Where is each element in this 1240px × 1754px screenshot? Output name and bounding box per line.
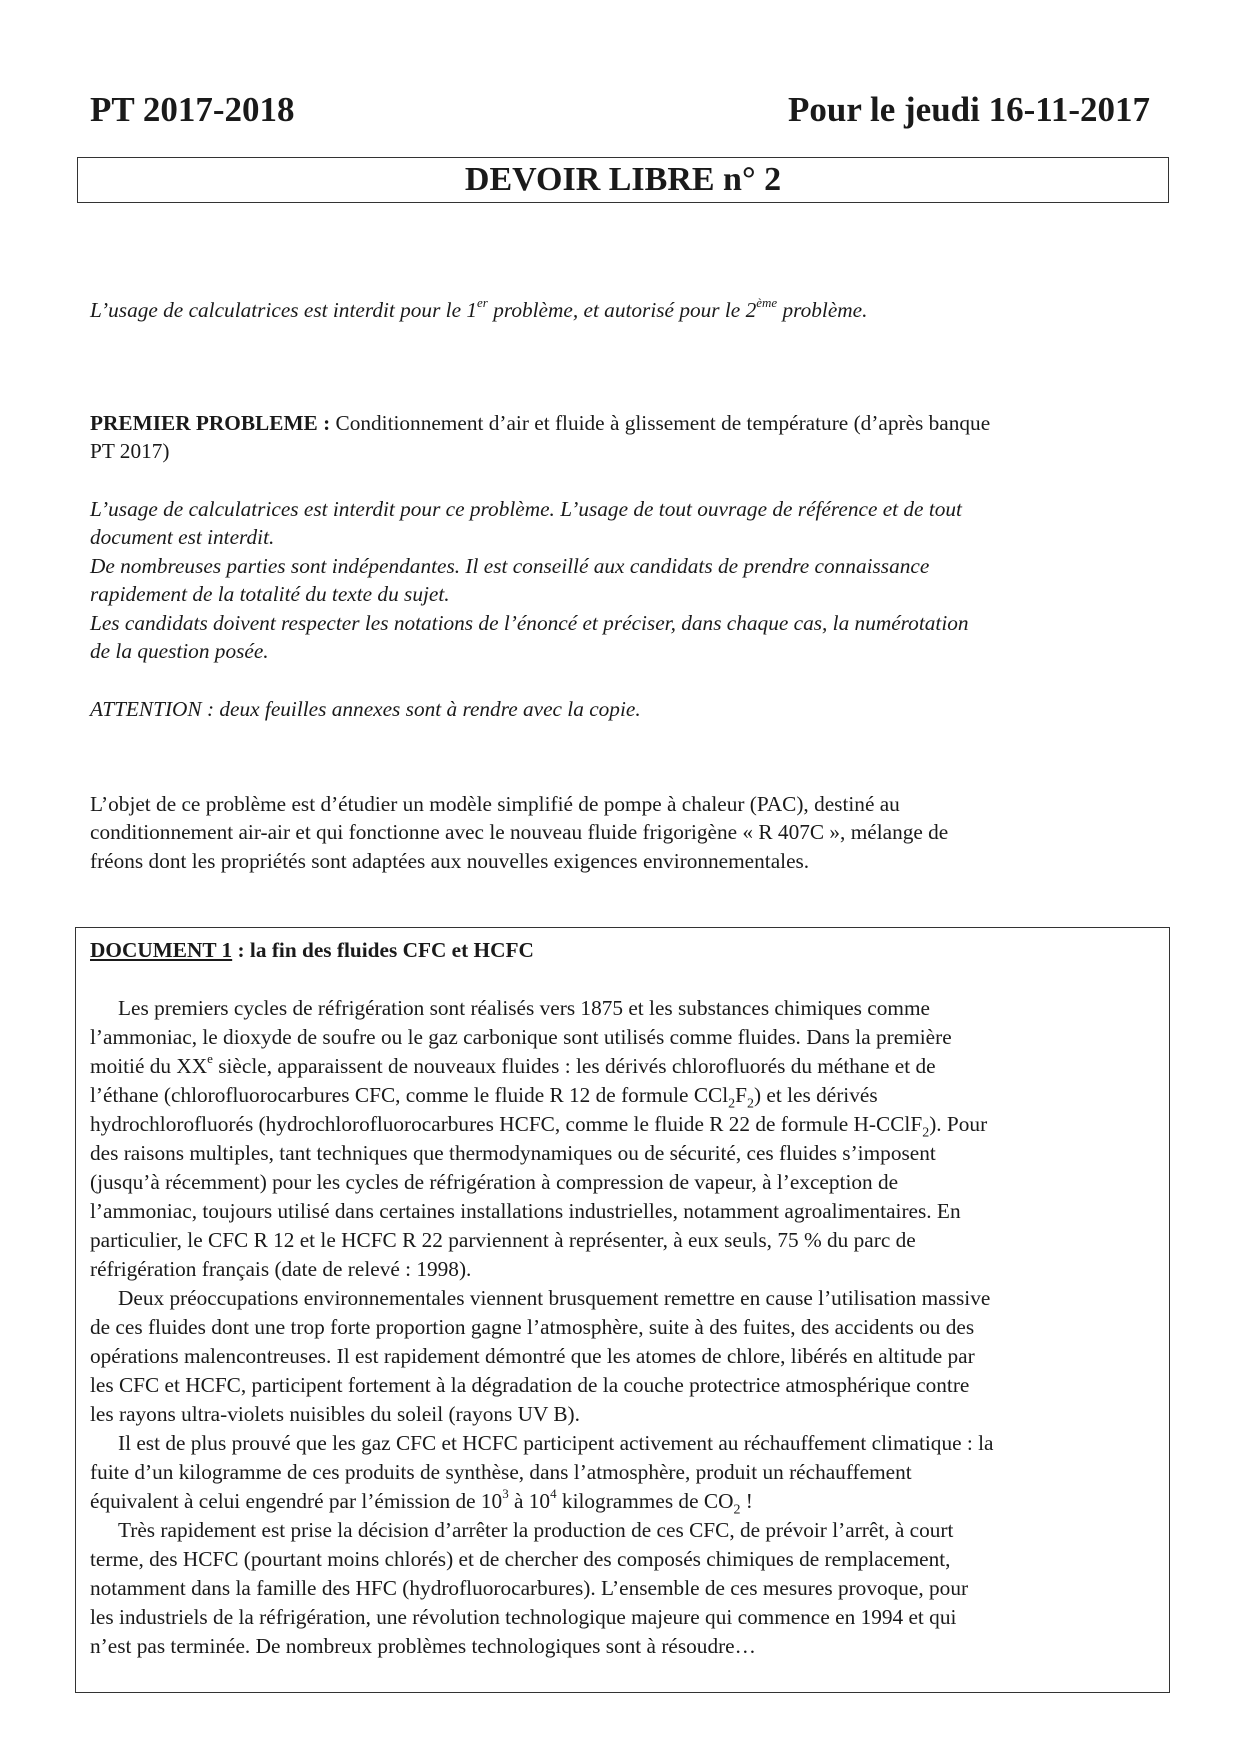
doc-line: réfrigération français (date de relevé : 1998). [90, 1257, 472, 1281]
calculator-note: L’usage de calculatrices est interdit pour le 1er problème, et autorisé pour le 2ème problème. [90, 294, 868, 322]
instruction-line: Les candidats doivent respecter les notations de l’énoncé et préciser, dans chaque cas, la numérotation [90, 611, 969, 635]
doc-line: (jusqu’à récemment) pour les cycles de réfrigération à compression de vapeur, à l’exception de [90, 1170, 899, 1194]
instruction-line: L’usage de calculatrices est interdit pour ce problème. L’usage de tout ouvrage de référence et de tout [90, 497, 962, 521]
header-row [90, 90, 1150, 130]
instruction-line: rapidement de la totalité du texte du sujet. [90, 582, 450, 606]
page-title: DEVOIR LIBRE n° 2 [77, 157, 1169, 203]
doc-line: l’éthane (chlorofluorocarbures CFC, comme le fluide R 12 de formule $CCl_2F_2$) et les dérivés [90, 1083, 878, 1112]
doc-line: notamment dans la famille des HFC (hydrofluorocarbures). L’ensemble de ces mesures provoque, pour [90, 1576, 969, 1600]
due-date: Pour le jeudi 16-11-2017 [788, 90, 1150, 129]
doc-line: fuite d’un kilogramme de ces produits de synthèse, dans l’atmosphère, produit un réchauffement [90, 1460, 912, 1484]
doc-line: moitié du XXe siècle, apparaissent de nouveaux fluides : les dérivés chlorofluorés du méthane et de [90, 1050, 936, 1078]
doc-line: les rayons ultra-violets nuisibles du soleil (rayons UV B). [90, 1402, 580, 1426]
document-1-title: DOCUMENT 1 : la fin des fluides CFC et HCFC [90, 938, 534, 962]
doc-line: les CFC et HCFC, participent fortement à la dégradation de la couche protectrice atmosphérique contre [90, 1373, 970, 1397]
objective-line: fréons dont les propriétés sont adaptées aux nouvelles exigences environnementales. [90, 849, 810, 873]
doc-line: équivalent à celui engendré par l’émission de $10^3$ à $10^4$ kilogrammes de $CO_2$ ! [90, 1485, 753, 1518]
doc-line: les industriels de la réfrigération, une révolution technologique majeure qui commence en 1994 et qui [90, 1605, 957, 1629]
doc-line: l’ammoniac, le dioxyde de soufre ou le gaz carbonique sont utilisés comme fluides. Dans la première [90, 1025, 952, 1049]
attention-note: ATTENTION : deux feuilles annexes sont à rendre avec la copie. [90, 697, 641, 721]
problem-label: PREMIER PROBLEME : [90, 411, 331, 435]
doc-line: particulier, le CFC R 12 et le HCFC R 22 parviennent à représenter, à eux seuls, 75 % du parc de [90, 1228, 916, 1252]
instruction-line: document est interdit. [90, 525, 275, 549]
doc-line: Les premiers cycles de réfrigération sont réalisés vers 1875 et les substances chimiques comme [118, 996, 930, 1020]
problem-title-cont: PT 2017) [90, 439, 170, 463]
doc-line: terme, des HCFC (pourtant moins chlorés) et de chercher des composés chimiques de remplacement, [90, 1547, 951, 1571]
objective-line: conditionnement air-air et qui fonctionne avec le nouveau fluide frigorigène « R 407C », mélange de [90, 820, 949, 844]
doc-line: de ces fluides dont une trop forte proportion gagne l’atmosphère, suite à des fuites, des accidents ou des [90, 1315, 975, 1339]
doc-line: des raisons multiples, tant techniques que thermodynamiques ou de sécurité, ces fluides s’imposent [90, 1141, 936, 1165]
doc-line: opérations malencontreuses. Il est rapidement démontré que les atomes de chlore, libérés en altitude par [90, 1344, 975, 1368]
problem-title: PREMIER PROBLEME : Conditionnement d’air et fluide à glissement de température (d’après banque [90, 411, 991, 435]
objective-line: L’objet de ce problème est d’étudier un modèle simplifié de pompe à chaleur (PAC), destiné au [90, 792, 900, 816]
doc-line: Deux préoccupations environnementales viennent brusquement remettre en cause l’utilisation massive [118, 1286, 991, 1310]
class-year: PT 2017-2018 [90, 90, 295, 129]
doc-line: hydrochlorofluorés (hydrochlorofluorocarbures HCFC, comme le fluide R 22 de formule H-CClF$_2$). Pour [90, 1112, 988, 1141]
doc-line: Il est de plus prouvé que les gaz CFC et HCFC participent activement au réchauffement climatique : la [118, 1431, 994, 1455]
instruction-line: de la question posée. [90, 639, 269, 663]
instruction-line: De nombreuses parties sont indépendantes. Il est conseillé aux candidats de prendre connaissance [90, 554, 930, 578]
doc-line: n’est pas terminée. De nombreux problèmes technologiques sont à résoudre… [90, 1634, 756, 1658]
doc-line: Très rapidement est prise la décision d’arrêter la production de ces CFC, de prévoir l’arrêt, à court [118, 1518, 954, 1542]
doc-line: l’ammoniac, toujours utilisé dans certaines installations industrielles, notamment agroalimentaires. En [90, 1199, 961, 1223]
